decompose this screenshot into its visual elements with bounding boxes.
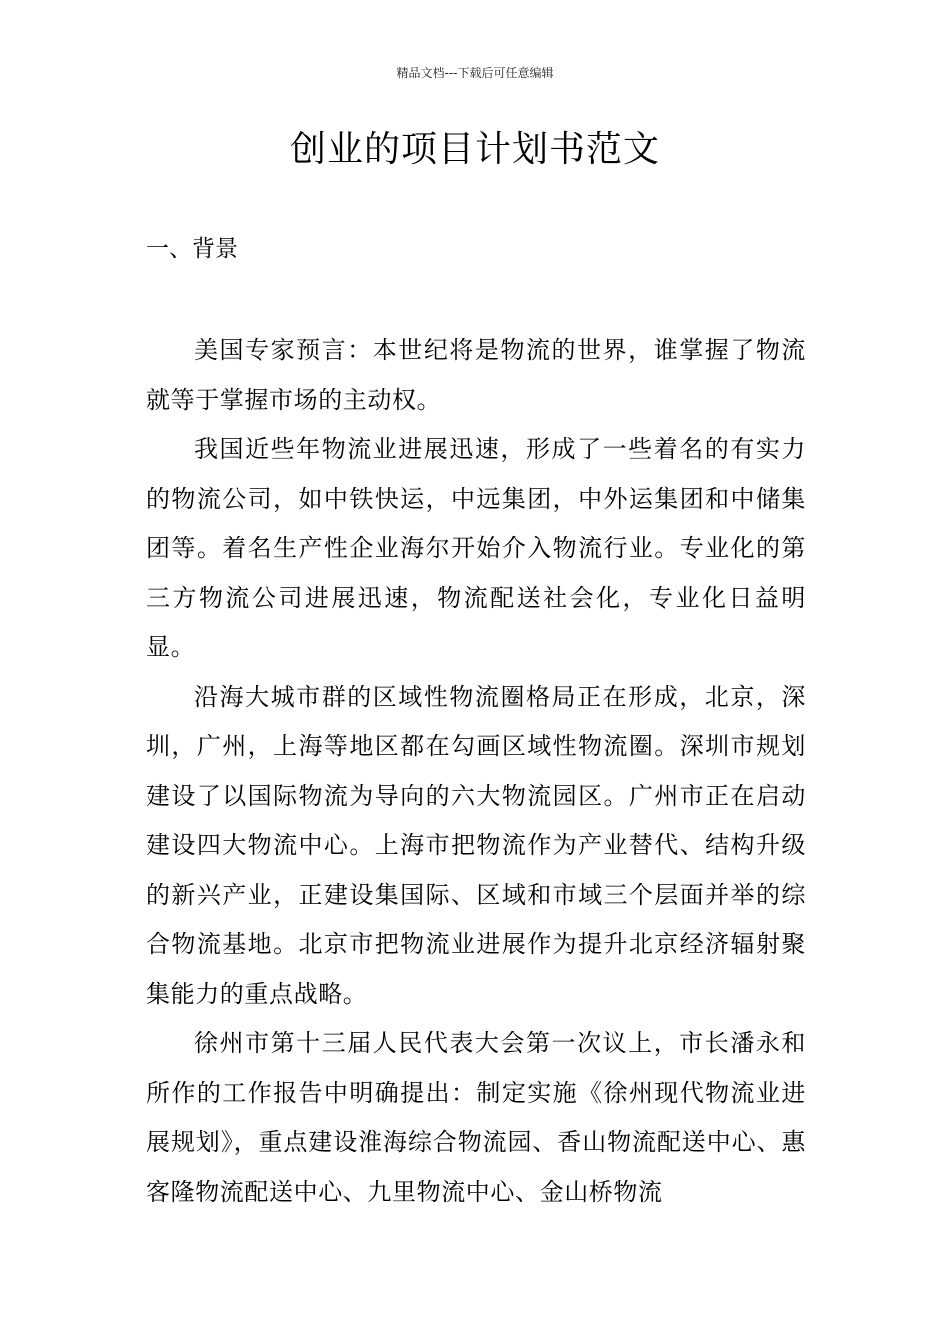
header-note: 精品文档---下载后可任意编辑 (396, 66, 554, 80)
paragraph-3: 沿海大城市群的区域性物流圈格局正在形成，北京，深圳，广州，上海等地区都在勾画区域性物流圈。深圳市规划建设了以国际物流为导向的六大物流园区。广州市正在启动建设四大物流中心。上海市把物流作为产业替代、结构升级的新兴产业，正建设集国际、区域和市域三个层面并举的综合物流基地。北京市把物流业进展作为提升北京经济辐射聚集能力的重点战略。 (146, 682, 806, 1008)
paragraph-1: 美国专家预言：本世纪将是物流的世界，谁掌握了物流就等于掌握市场的主动权。 (146, 336, 806, 414)
paragraph-2: 我国近些年物流业进展迅速，形成了一些着名的有实力的物流公司，如中铁快运，中远集团，中外运集团和中储集团等。着名生产性企业海尔开始介入物流行业。专业化的第三方物流公司进展迅速，物流配送社会化，专业化日益明显。 (146, 435, 806, 661)
document-title: 创业的项目计划书范文 (289, 129, 660, 170)
paragraph-4: 徐州市第十三届人民代表大会第一次议上，市长潘永和所作的工作报告中明确提出：制定实施《徐州现代物流业进展规划》，重点建设淮海综合物流园、香山物流配送中心、惠客隆物流配送中心、九里物流中心、金山桥物流 (146, 1029, 806, 1206)
document-body (146, 326, 806, 1217)
section-heading-background: 一、背景 (146, 236, 238, 262)
